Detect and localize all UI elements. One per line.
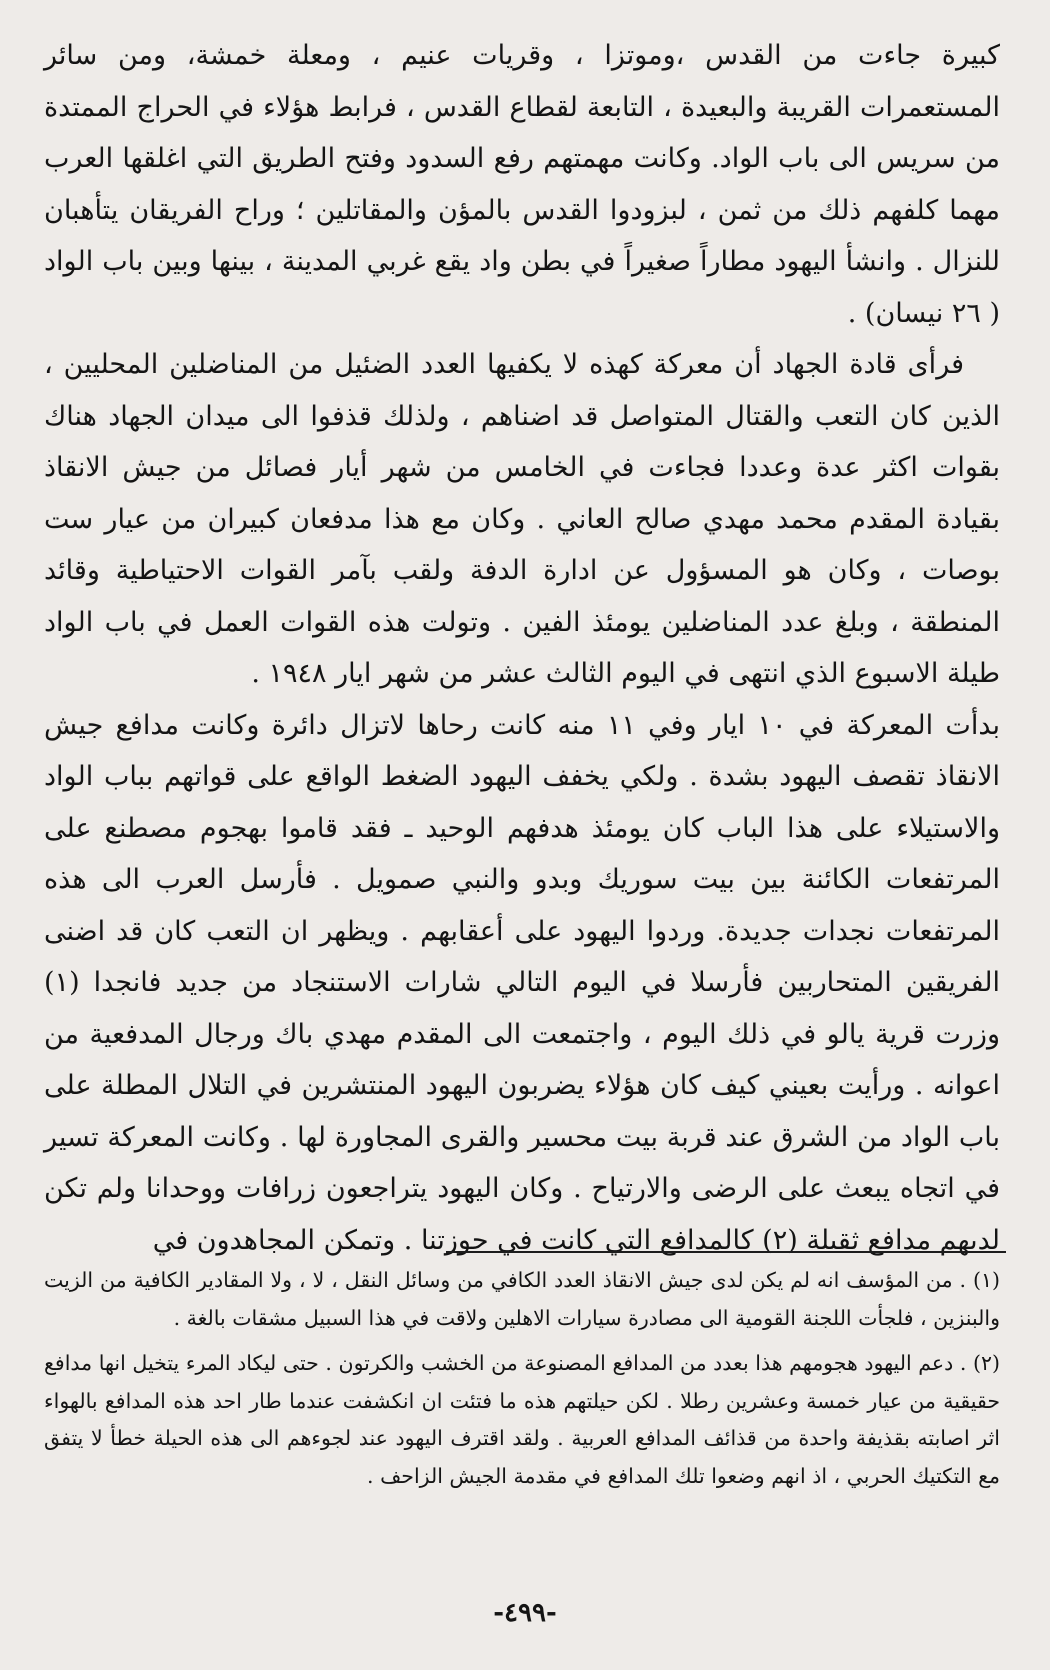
footnote-1: (١) . من المؤسف انه لم يكن لدى جيش الانقاذ العدد الكافي من وسائل النقل ، لا ، ولا المقادير الكافية من الزيت والبنزين ، فلجأت اللجنة القومية الى مصادرة سيارات الاهلين ولاقت في هذا السبيل مشقات بالغة . xyxy=(44,1268,1000,1330)
paragraph-3: بدأت المعركة في ١٠ ايار وفي ١١ منه كانت رحاها لاتزال دائرة وكانت مدافع جيش الانقاذ تقصف اليهود بشدة . ولكي يخفف اليهود الضغط الواقع على قواتهم بباب الواد والاستيلاء على هذا الباب كان يومئذ هدفهم الوحيد ـ فقد قاموا بهجوم مصطنع على المرتفعات الكائنة بين بيت سوريك وبدو والنبي صمويل . فأرسل العرب الى هذه المرتفعات نجدات جديدة. وردوا اليهود على أعقابهم . ويظهر ان التعب كان قد اضنى الفريقين المتحاربين فأرسلا في اليوم التالي شارات الاستنجاد من جديد فانجدا (١) وزرت قرية يالو في ذلك اليوم ، واجتمعت الى المقدم مهدي باك ورجال المدفعية من اعوانه . ورأيت بعيني كيف كان هؤلاء يضربون اليهود المنتشرين في التلال المطلة على باب الواد من الشرق عند قربة بيت محسير والقرى المجاورة لها . وكانت المعركة تسير في اتجاه يبعث على الرضى والارتياح . وكان اليهود يتراجعون زرافات ووحدانا ولم تكن لديهم مدافع ثقيلة (٢) كالمدافع التي كانت في حوزتنا . وتمكن المجاهدون في xyxy=(44,709,1001,1256)
footnote-2: (٢) . دعم اليهود هجومهم هذا بعدد من المدافع المصنوعة من الخشب والكرتون . حتى ليكاد المرء يتخيل انها مدافع حقيقية من عيار خمسة وعشرين رطلا . لكن حيلتهم هذه ما فتئت ان انكشفت عندما طار احد هذه المدافع بالهواء اثر اصابته بقذيفة واحدة من قذائف المدافع العربية . ولقد اقترف اليهود عند لجوءهم الى هذه الحيلة خطأ لا يتفق مع التكتيك الحربي ، اذ انهم وضعوا تلك المدافع في مقدمة الجيش الزاحف . xyxy=(44,1351,1000,1488)
main-text xyxy=(44,30,1000,1266)
paragraph-2: فرأى قادة الجهاد أن معركة كهذه لا يكفيها العدد الضئيل من المناضلين المحليين ، الذين كان التعب والقتال المتواصل قد اضناهم ، ولذلك قذفوا الى ميدان الجهاد هناك بقوات اكثر عدة وعددا فجاءت في الخامس من شهر أيار فصائل من جيش الانقاذ بقيادة المقدم محمد مهدي صالح العاني . وكان مع هذا مدفعان كبيران من عيار ست بوصات ، وكان هو المسؤول عن ادارة الدفة ولقب بآمر القوات الاحتياطية وقائد المنطقة ، وبلغ عدد المناضلين يومئذ الفين . وتولت هذه القوات العمل في باب الواد طيلة الاسبوع الذي انتهى في اليوم الثالث عشر من شهر ايار ١٩٤٨ . xyxy=(44,349,1000,689)
footnotes xyxy=(44,1262,1000,1495)
paragraph-1: كبيرة جاءت من القدس ،وموتزا ، وقريات عنيم ، ومعلة خمشة، ومن سائر المستعمرات القريبة والبعيدة ، التابعة لقطاع القدس ، فرابط هؤلاء في الحراج الممتدة من سريس الى باب الواد. وكانت مهمتهم رفع السدود وفتح الطريق التي اغلقها العرب مهما كلفهم ذلك من ثمن ، لبزودوا القدس بالمؤن والمقاتلين ؛ وراح الفريقان يتأهبان للنزال . وانشأ اليهود مطاراً صغيراً في بطن واد يقع غربي المدينة ، بينها وبين باب الواد ( ٢٦ نيسان) . xyxy=(44,40,1000,329)
footnote-divider xyxy=(446,1251,1006,1253)
page-number: -٤٩٩- xyxy=(493,1598,557,1628)
